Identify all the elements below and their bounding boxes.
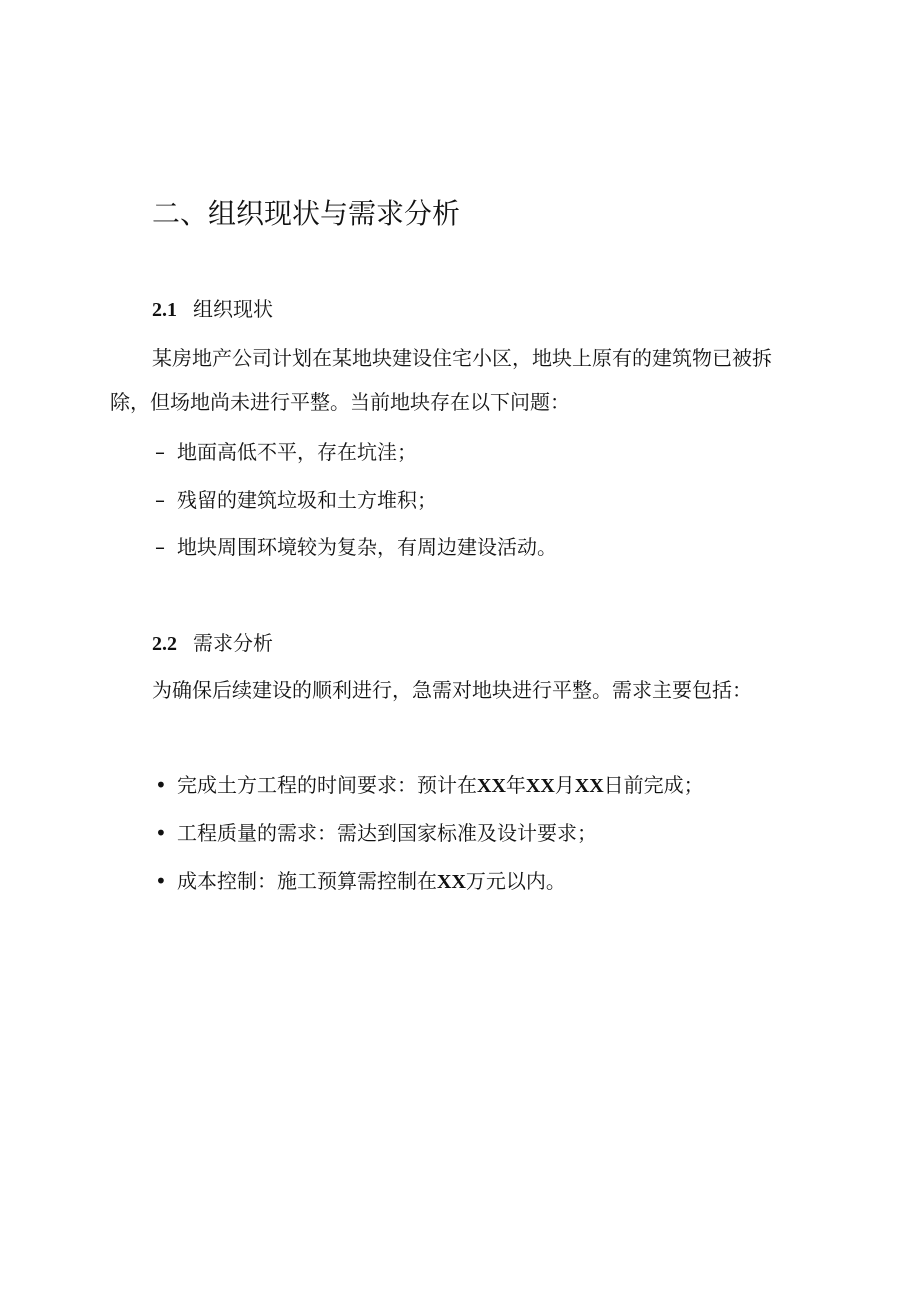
dash-marker: – xyxy=(155,440,165,464)
list-item xyxy=(155,817,597,849)
dash-marker: – xyxy=(155,488,165,512)
list-item-text: 成本控制：施工预算需控制在 xyxy=(177,869,437,893)
bullet-marker: • xyxy=(155,773,167,797)
section-title: 需求分析 xyxy=(193,631,273,655)
list-item-text: 工程质量的需求：需达到国家标准及设计要求； xyxy=(177,821,597,845)
section-heading-2-1 xyxy=(152,293,273,326)
list-item-text: 地面高低不平，存在坑洼； xyxy=(177,440,417,464)
placeholder-xx: XX xyxy=(574,775,604,797)
list-item xyxy=(155,769,704,802)
list-item-text: 完成土方工程的时间要求：预计在 xyxy=(177,773,477,797)
list-item xyxy=(155,531,557,563)
list-item xyxy=(155,436,417,468)
list-item xyxy=(155,865,566,898)
chapter-heading: 二、组织现状与需求分析 xyxy=(152,197,461,230)
list-item-text: 年 xyxy=(505,773,526,797)
dash-marker: – xyxy=(155,535,165,559)
bullet-marker: • xyxy=(155,869,167,893)
section-number: 2.2 xyxy=(152,633,177,655)
section-paragraph: 某房地产公司计划在某地块建设住宅小区，地块上原有的建筑物已被拆除，但场地尚未进行平整。当前地块存在以下问题： xyxy=(110,346,772,414)
placeholder-xx: XX xyxy=(525,775,555,797)
list-item-text: 月 xyxy=(554,773,575,797)
placeholder-xx: XX xyxy=(477,775,506,797)
list-item-text: 地块周围环境较为复杂，有周边建设活动。 xyxy=(177,535,557,559)
section-number: 2.1 xyxy=(152,299,177,321)
section-title: 组织现状 xyxy=(193,297,273,321)
bullet-marker: • xyxy=(155,821,167,845)
section-heading-2-2 xyxy=(152,627,273,660)
list-item-text: 万元以内。 xyxy=(465,869,566,893)
list-item-text: 残留的建筑垃圾和土方堆积； xyxy=(177,488,437,512)
list-item-text: 日前完成； xyxy=(603,773,704,797)
section-paragraph: 为确保后续建设的顺利进行，急需对地块进行平整。需求主要包括： xyxy=(152,678,752,702)
list-item xyxy=(155,484,437,516)
placeholder-xx: XX xyxy=(437,871,466,893)
